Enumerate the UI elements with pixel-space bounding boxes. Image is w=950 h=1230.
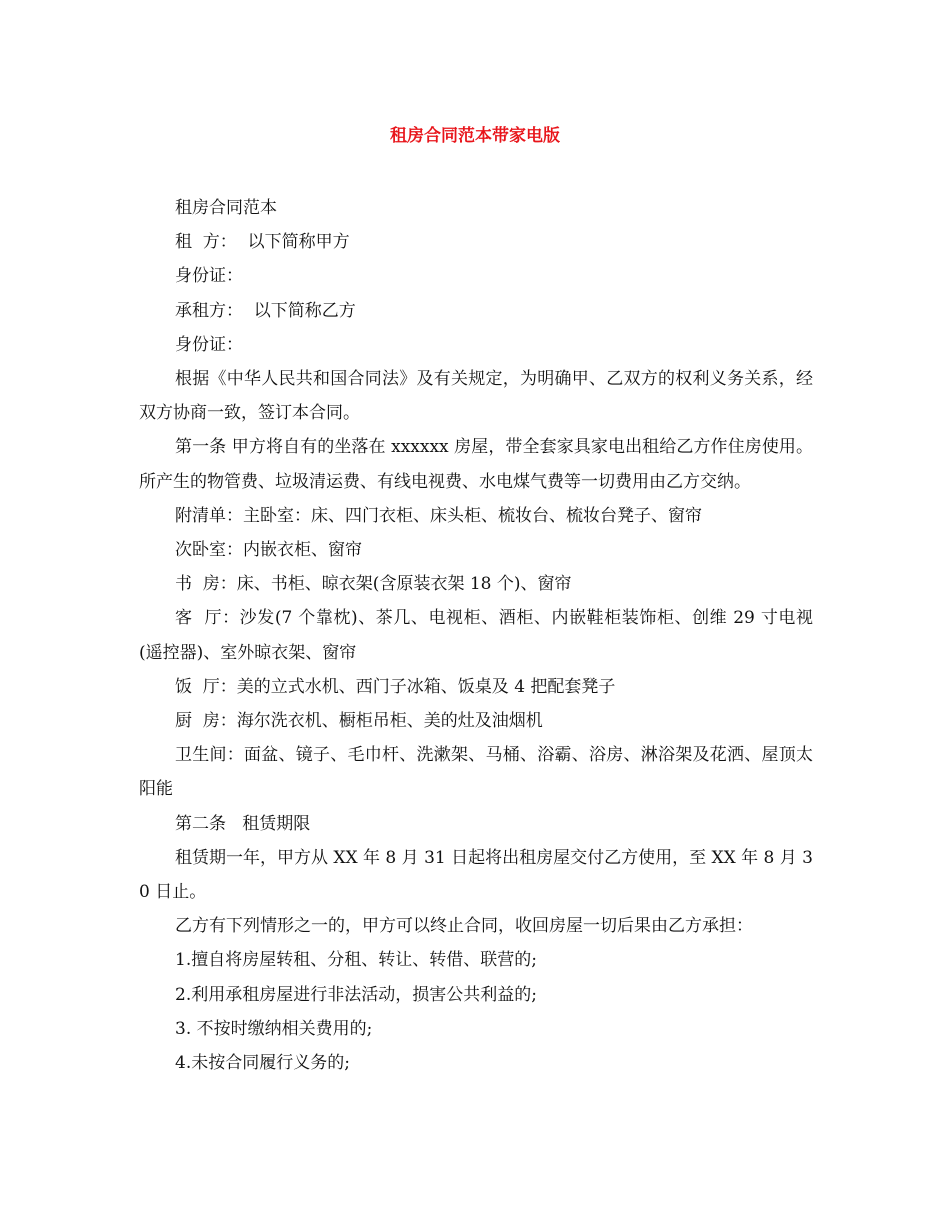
paragraph: 厨 房：海尔洗衣机、橱柜吊柜、美的灶及油烟机 — [175, 711, 543, 732]
paragraph: 租 方： 以下简称甲方 — [175, 232, 350, 253]
document-title: 租房合同范本带家电版 — [390, 126, 560, 146]
paragraph: 次卧室：内嵌衣柜、窗帘 — [175, 540, 362, 561]
paragraph: 第一条 甲方将自有的坐落在 xxxxxx 房屋，带全套家具家电出租给乙方作住房使用。所产生的物管费、垃圾清运费、有线电视费、水电煤气费等一切费用由乙方交纳。 — [139, 437, 813, 492]
document-body — [139, 191, 813, 1080]
paragraph: 乙方有下列情形之一的，甲方可以终止合同，收回房屋一切后果由乙方承担： — [175, 916, 753, 937]
paragraph: 附清单：主卧室：床、四门衣柜、床头柜、梳妆台、梳妆台凳子、窗帘 — [175, 505, 702, 526]
paragraph: 3. 不按时缴纳相关费用的; — [175, 1018, 373, 1039]
paragraph: 身份证： — [175, 266, 243, 287]
paragraph: 4.未按合同履行义务的; — [175, 1053, 350, 1074]
paragraph: 承租方： 以下简称乙方 — [175, 300, 356, 321]
paragraph: 1.擅自将房屋转租、分租、转让、转借、联营的; — [175, 950, 537, 971]
paragraph: 租房合同范本 — [175, 198, 277, 218]
paragraph: 客 厅：沙发(7 个靠枕)、茶几、电视柜、酒柜、内嵌鞋柜装饰柜、创维 29 寸电视(遥控器)、室外晾衣架、窗帘 — [139, 608, 813, 663]
paragraph: 租赁期一年，甲方从 XX 年 8 月 31 日起将出租房屋交付乙方使用，至 XX 年 8 月 30 日止。 — [139, 847, 813, 903]
paragraph: 第二条 租赁期限 — [175, 813, 311, 834]
paragraph: 身份证： — [175, 334, 243, 355]
paragraph: 书 房：床、书柜、晾衣架(含原装衣架 18 个)、窗帘 — [175, 574, 572, 595]
paragraph: 卫生间：面盆、镜子、毛巾杆、洗漱架、马桶、浴霸、浴房、淋浴架及花洒、屋顶太阳能 — [139, 745, 813, 800]
paragraph: 2.利用承租房屋进行非法活动，损害公共利益的; — [175, 984, 537, 1005]
paragraph: 根据《中华人民共和国合同法》及有关规定，为明确甲、乙双方的权利义务关系，经双方协商一致，签订本合同。 — [139, 369, 813, 424]
paragraph: 饭 厅：美的立式水机、西门子冰箱、饭桌及 4 把配套凳子 — [175, 676, 616, 697]
